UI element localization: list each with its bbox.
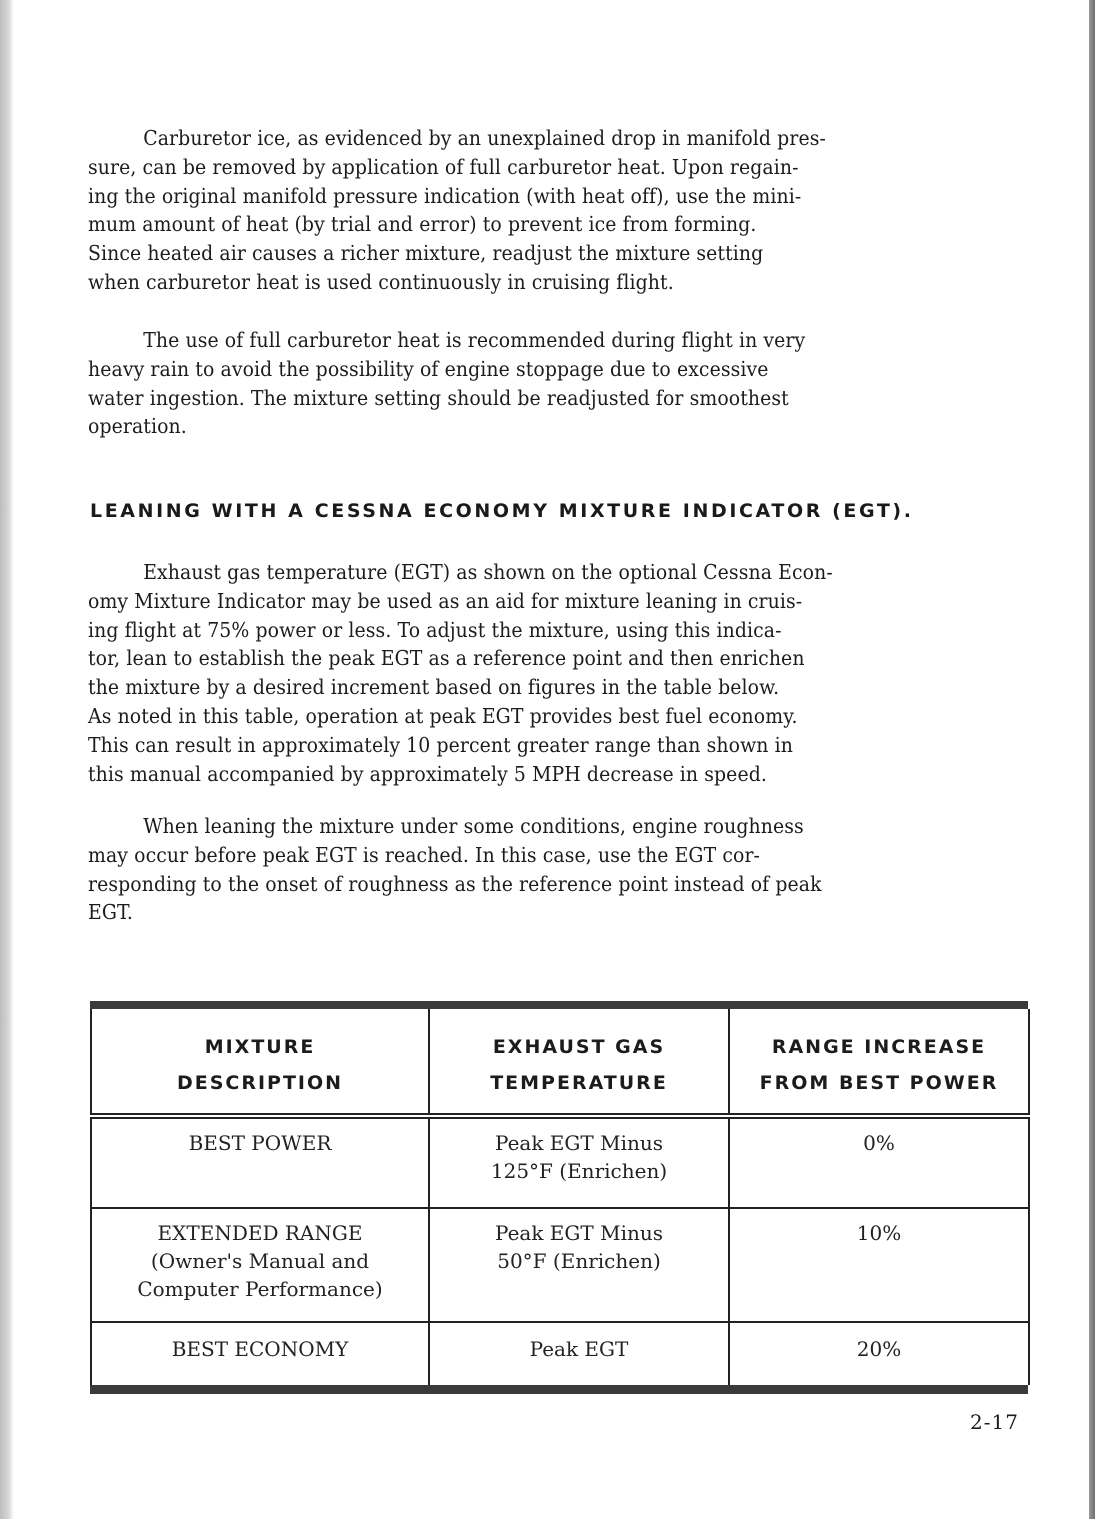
text-line: omy Mixture Indicator may be used as an aid for mixture leaning in cruis- [88,588,803,613]
text-line: Since heated air causes a richer mixture, readjust the mixture setting [88,241,764,266]
table-row [91,1208,1029,1322]
text-line: ing flight at 75% power or less. To adjust the mixture, using this indica- [88,617,782,642]
table-bottom-rule [90,1385,1028,1394]
cell-line: (Owner's Manual and [150,1249,370,1273]
text-line: may occur before peak EGT is reached. In this case, use the EGT cor- [88,842,761,867]
text-line: the mixture by a desired increment based on figures in the table below. [88,675,780,700]
text-line: this manual accompanied by approximately 5 MPH decrease in speed. [88,761,767,786]
cell-mixture [91,1322,429,1385]
header-exhaust-gas-temperature [429,1009,729,1116]
header-line: TEMPERATURE [490,1072,668,1094]
text-line: operation. [88,414,187,439]
text-line: sure, can be removed by application of full carburetor heat. Upon regain- [88,154,799,179]
cell-range-increase: 20% [729,1322,1029,1385]
mixture-table [90,1001,1028,1394]
text-line: mum amount of heat (by trial and error) to prevent ice from forming. [88,212,757,237]
header-line: FROM BEST POWER [759,1072,999,1094]
text-line: When leaning the mixture under some conditions, engine roughness [143,814,804,838]
cell-line: EXTENDED RANGE [157,1221,363,1245]
text-line: As noted in this table, operation at peak EGT provides best fuel economy. [88,703,798,728]
table-top-rule [90,1001,1028,1009]
cell-line: 50°F (Enrichen) [497,1249,661,1273]
cell-line: Peak EGT Minus [495,1131,663,1155]
paragraph-engine-roughness [88,812,962,927]
page-number: 2-17 [970,1410,1019,1434]
cell-egt [429,1322,729,1385]
cell-mixture [91,1208,429,1322]
text-line: tor, lean to establish the peak EGT as a reference point and then enrichen [88,646,805,671]
text-line: ing the original manifold pressure indication (with heat off), use the mini- [88,183,802,208]
scan-left-edge-shadow [0,0,14,1519]
cell-egt [429,1116,729,1208]
table-row [91,1322,1029,1385]
cell-line: Computer Performance) [137,1277,383,1301]
cell-egt [429,1208,729,1322]
table-header-row [91,1009,1029,1116]
cell-line: 125°F (Enrichen) [490,1159,668,1183]
text-line: This can result in approximately 10 percent greater range than shown in [88,732,794,757]
text-line: when carburetor heat is used continuously in cruising flight. [88,269,674,294]
header-line: RANGE INCREASE [771,1036,987,1058]
section-heading: LEANING WITH A CESSNA ECONOMY MIXTURE INDICATOR (EGT). [90,500,914,522]
cell-line: Peak EGT [529,1337,629,1361]
text-line: EGT. [88,900,134,925]
table-row [91,1116,1029,1208]
header-line: DESCRIPTION [176,1072,344,1094]
cell-line: BEST ECONOMY [171,1337,349,1361]
cell-mixture [91,1116,429,1208]
cell-line: Peak EGT Minus [495,1221,663,1245]
text-line: Carburetor ice, as evidenced by an unexplained drop in manifold pres- [143,126,826,150]
text-line: responding to the onset of roughness as the reference point instead of peak [88,871,822,896]
cell-range-increase: 10% [729,1208,1029,1322]
header-line: MIXTURE [204,1036,316,1058]
header-mixture-description [91,1009,429,1116]
paragraph-carburetor-ice [88,124,962,297]
paragraph-egt-description [88,558,962,788]
cell-range-increase: 0% [729,1116,1029,1208]
text-line: water ingestion. The mixture setting should be readjusted for smoothest [88,385,789,410]
text-line: The use of full carburetor heat is recommended during flight in very [143,328,806,352]
header-range-increase [729,1009,1029,1116]
scan-right-edge-shadow [1089,0,1095,1519]
cell-line: BEST POWER [188,1131,332,1155]
text-line: heavy rain to avoid the possibility of engine stoppage due to excessive [88,356,769,381]
text-line: Exhaust gas temperature (EGT) as shown on the optional Cessna Econ- [143,560,833,584]
paragraph-heavy-rain [88,326,962,441]
header-line: EXHAUST GAS [492,1036,666,1058]
